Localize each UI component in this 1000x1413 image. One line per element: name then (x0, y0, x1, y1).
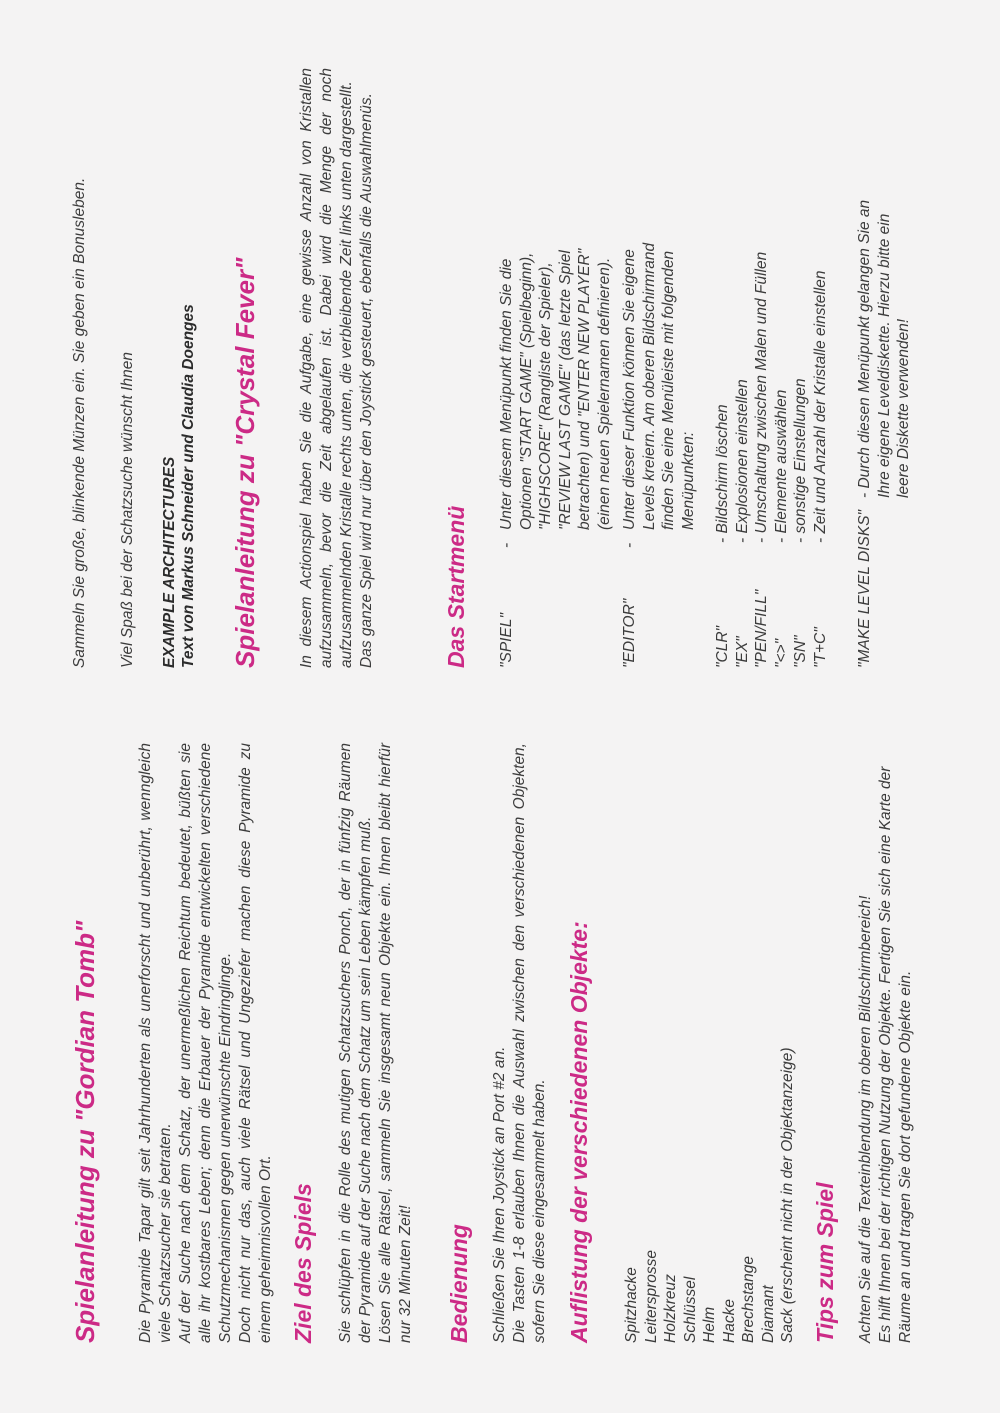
gordian-title: Spielanleitung zu "Gordian Tomb" (70, 920, 100, 1343)
ziel-heading: Ziel des Spiels (290, 1183, 316, 1343)
editor-item (772, 68, 792, 668)
list-item: Diamant (759, 1285, 777, 1343)
list-item: Helm (701, 1306, 718, 1343)
credit-company: EXAMPLE ARCHITECTURES (161, 456, 178, 668)
ziel-p2: Lösen Sie alle Rätsel, sammeln Sie insgesamt neun Objekte ein. Ihnen bleibt hierfür nur 32 Minuten Zeit! (377, 743, 414, 1343)
option-description (620, 218, 698, 548)
option-text: - Durch diesen Menüpunkt gelangen Sie an Ihre eigene Leveldiskette. Hierzu bitte ein leere Diskette verwenden! (856, 199, 912, 498)
crystal-intro-p1: In diesem Actionspiel haben Sie die Aufgabe, eine gewisse Anzahl von Kristallen aufzusammeln, bevor die Zeit abgelaufen ist. Dabei wird die Menge der noch aufzusammelnden Kristalle rechts unten, die verbleibende Zeit links unten dargestellt. (298, 68, 355, 668)
menu-option-spiel (497, 68, 613, 668)
editor-menu-items (713, 68, 830, 668)
bonus-line: Sammeln Sie große, blinkende Münzen ein. Sie geben ein Bonusleben. (71, 177, 88, 668)
dash: - (621, 542, 638, 548)
bedienung-p1: Schließen Sie Ihren Joystick an Port #2 an. (491, 1046, 508, 1343)
editor-item-key: "T+C" (811, 627, 829, 668)
editor-item-key: "PEN/FILL" (753, 589, 770, 668)
objekte-heading: Auflistung der verschiedenen Objekte: (566, 921, 592, 1343)
editor-item-desc: - Elemente auswählen (772, 389, 790, 543)
crystal-intro-p2: Das ganze Spiel wird nur über den Joystick gesteuert, ebenfalls die Auswahlmenüs. (358, 93, 375, 668)
editor-item-desc: - Explosionen einstellen (733, 379, 751, 543)
editor-item (791, 68, 811, 668)
gordian-intro (136, 743, 276, 1343)
menu-option-editor (620, 68, 697, 668)
list-item: Hacke (720, 1299, 738, 1343)
gordian-intro-p1: Die Pyramide Tapar gilt seit Jahrhunderten als unerforscht und unberührt, wenngleich viele Schatzsucher sie betraten. (137, 743, 174, 1343)
ziel-text (336, 743, 416, 1343)
crystal-title: Spielanleitung zu "Crystal Fever" (230, 257, 260, 668)
editor-item (713, 68, 733, 668)
list-item: Spitzhacke (623, 1267, 640, 1343)
list-item: Sack (erscheint nicht in der Objektanzeige) (779, 1047, 796, 1343)
greeting-line: Viel Spaß bei der Schatzsuche wünscht Ihnen (119, 352, 136, 668)
bedienung-heading: Bedienung (446, 1224, 472, 1343)
tips-text (856, 723, 916, 1343)
credit-authors: Text von Markus Schneider und Claudia Doenges (180, 304, 197, 668)
editor-item (733, 68, 753, 668)
option-key: "MAKE LEVEL DISKS" (856, 509, 873, 668)
menu-option-make-level-disks (855, 68, 915, 668)
bedienung-p2: Die Tasten 1-8 erlauben Ihnen die Auswahl zwischen den verschiedenen Objekten, sofern Sie diese eingesammelt haben. (511, 743, 548, 1343)
editor-item (811, 68, 831, 668)
option-text: Unter dieser Funktion können Sie eigene Levels kreiern. Am oberen Bildschirmrand finden Sie eine Menüleiste mit folgenden Menüpunkten: (621, 242, 697, 530)
bedienung-text (490, 743, 550, 1343)
option-text: Unter diesem Menüpunkt finden Sie die Optionen "START GAME" (Spielbeginn), "HIGHSCORE" (Rangliste der Spieler), "REVIEW LAST GAME" (das letzte Spiel betrachten) und "ENTER NEW PLAYER" (einen neuen Spielernamen definieren). (498, 248, 613, 530)
option-key: "EDITOR" (621, 598, 638, 668)
editor-item-desc: - Umschaltung zwischen Malen und Füllen (753, 251, 770, 543)
dash: - (498, 542, 515, 548)
editor-item-desc: - Bildschirm löschen (714, 404, 731, 543)
editor-item-key: "<>" (772, 638, 790, 668)
editor-item-desc: - sonstige Einstellungen (792, 378, 809, 543)
tips-heading: Tips zum Spiel (812, 1182, 838, 1343)
editor-item-desc: - Zeit und Anzahl der Kristalle einstellen (811, 270, 829, 543)
objekte-list (622, 1047, 798, 1343)
tips-p1: Achten Sie auf die Texteinblendung im oberen Bildschirmbereich! (857, 895, 874, 1343)
editor-item-key: "EX" (733, 636, 751, 668)
list-item: Leitersprosse (642, 1249, 660, 1343)
gordian-intro-p2: Auf der Suche nach dem Schatz, der unermeßlichen Reichtum bedeutet, büßten sie alle ihr kostbares Leben; denn die Erbauer der Pyramide entwickelten verschiedene Schutzmechanismen gegen unerwünschte Eindringlinge. (177, 743, 234, 1343)
crystal-intro (297, 68, 377, 668)
gordian-intro-p3: Doch nicht nur das, auch viele Rätsel und Ungeziefer machen diese Pyramide zu einem geheimnisvollen Ort. (237, 743, 274, 1343)
list-item: Holzkreuz (662, 1274, 679, 1343)
editor-item-key: "SN" (792, 635, 809, 668)
editor-item (752, 68, 772, 668)
tips-p2: Es hilft Ihnen bei der richtigen Nutzung der Objekte. Fertigen Sie sich eine Karte der Räume an und tragen Sie dort gefundene Objekte ein. (877, 766, 914, 1343)
startmenu-heading: Das Startmenü (443, 505, 469, 668)
list-item: Schlüssel (681, 1276, 699, 1343)
option-description (855, 198, 914, 498)
option-description (497, 218, 614, 548)
ziel-p1: Sie schlüpfen in die Rolle des mutigen Schatzsuchers Ponch, der in fünfzig Räumen der Pyramide auf der Suche nach dem Schatz um sein Leben kämpfen muß. (337, 743, 374, 1343)
list-item: Brechstange (740, 1255, 757, 1343)
option-key: "SPIEL" (498, 613, 515, 668)
editor-item-key: "CLR" (714, 625, 731, 668)
